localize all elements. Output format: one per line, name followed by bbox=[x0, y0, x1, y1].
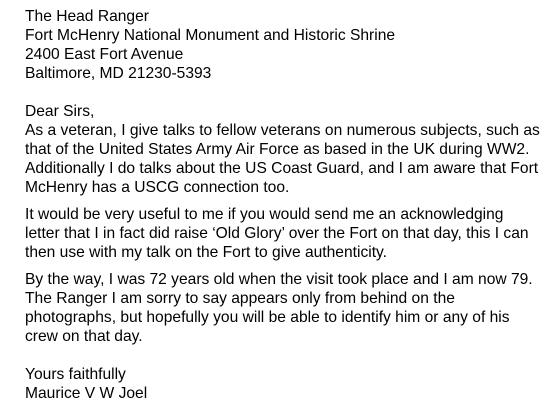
salutation: Dear Sirs, bbox=[25, 103, 95, 120]
paragraph-line: letter that I in fact did raise ‘Old Glory’ over the Fort on that day, this I can bbox=[25, 225, 529, 242]
recipient-address bbox=[25, 7, 555, 83]
paragraph-line: It would be very useful to me if you would send me an acknowledging bbox=[25, 206, 504, 223]
paragraph-line: The Ranger I am sorry to say appears only from behind on the bbox=[25, 290, 455, 307]
paragraph-line: crew on that day. bbox=[25, 328, 143, 345]
valediction: Yours faithfully bbox=[25, 366, 126, 383]
paragraph-line: photographs, but hopefully you will be able to identify him or any of his bbox=[25, 309, 510, 326]
paragraph-line: that of the United States Army Air Force as based in the UK during WW2. bbox=[25, 141, 530, 158]
paragraph-line: As a veteran, I give talks to fellow veterans on numerous subjects, such as bbox=[25, 122, 540, 139]
paragraph-line: Additionally I do talks about the US Coast Guard, and I am aware that Fort bbox=[25, 160, 539, 177]
paragraph-line: then use with my talk on the Fort to give authenticity. bbox=[25, 244, 388, 261]
paragraph-3 bbox=[25, 270, 555, 346]
recipient-city: Baltimore, MD 21230-5393 bbox=[25, 65, 212, 82]
paragraph-1 bbox=[25, 121, 555, 197]
letter bbox=[25, 7, 555, 403]
paragraph-2 bbox=[25, 205, 555, 262]
recipient-street: 2400 East Fort Avenue bbox=[25, 46, 184, 63]
recipient-organization: Fort McHenry National Monument and Historic Shrine bbox=[25, 27, 396, 44]
paragraph-line: McHenry has a USCG connection too. bbox=[25, 179, 290, 196]
closing bbox=[25, 365, 555, 403]
paragraph-line: By the way, I was 72 years old when the visit took place and I am now 79. bbox=[25, 271, 533, 288]
recipient-name: The Head Ranger bbox=[25, 8, 149, 25]
signature-name: Maurice V W Joel bbox=[25, 385, 148, 402]
